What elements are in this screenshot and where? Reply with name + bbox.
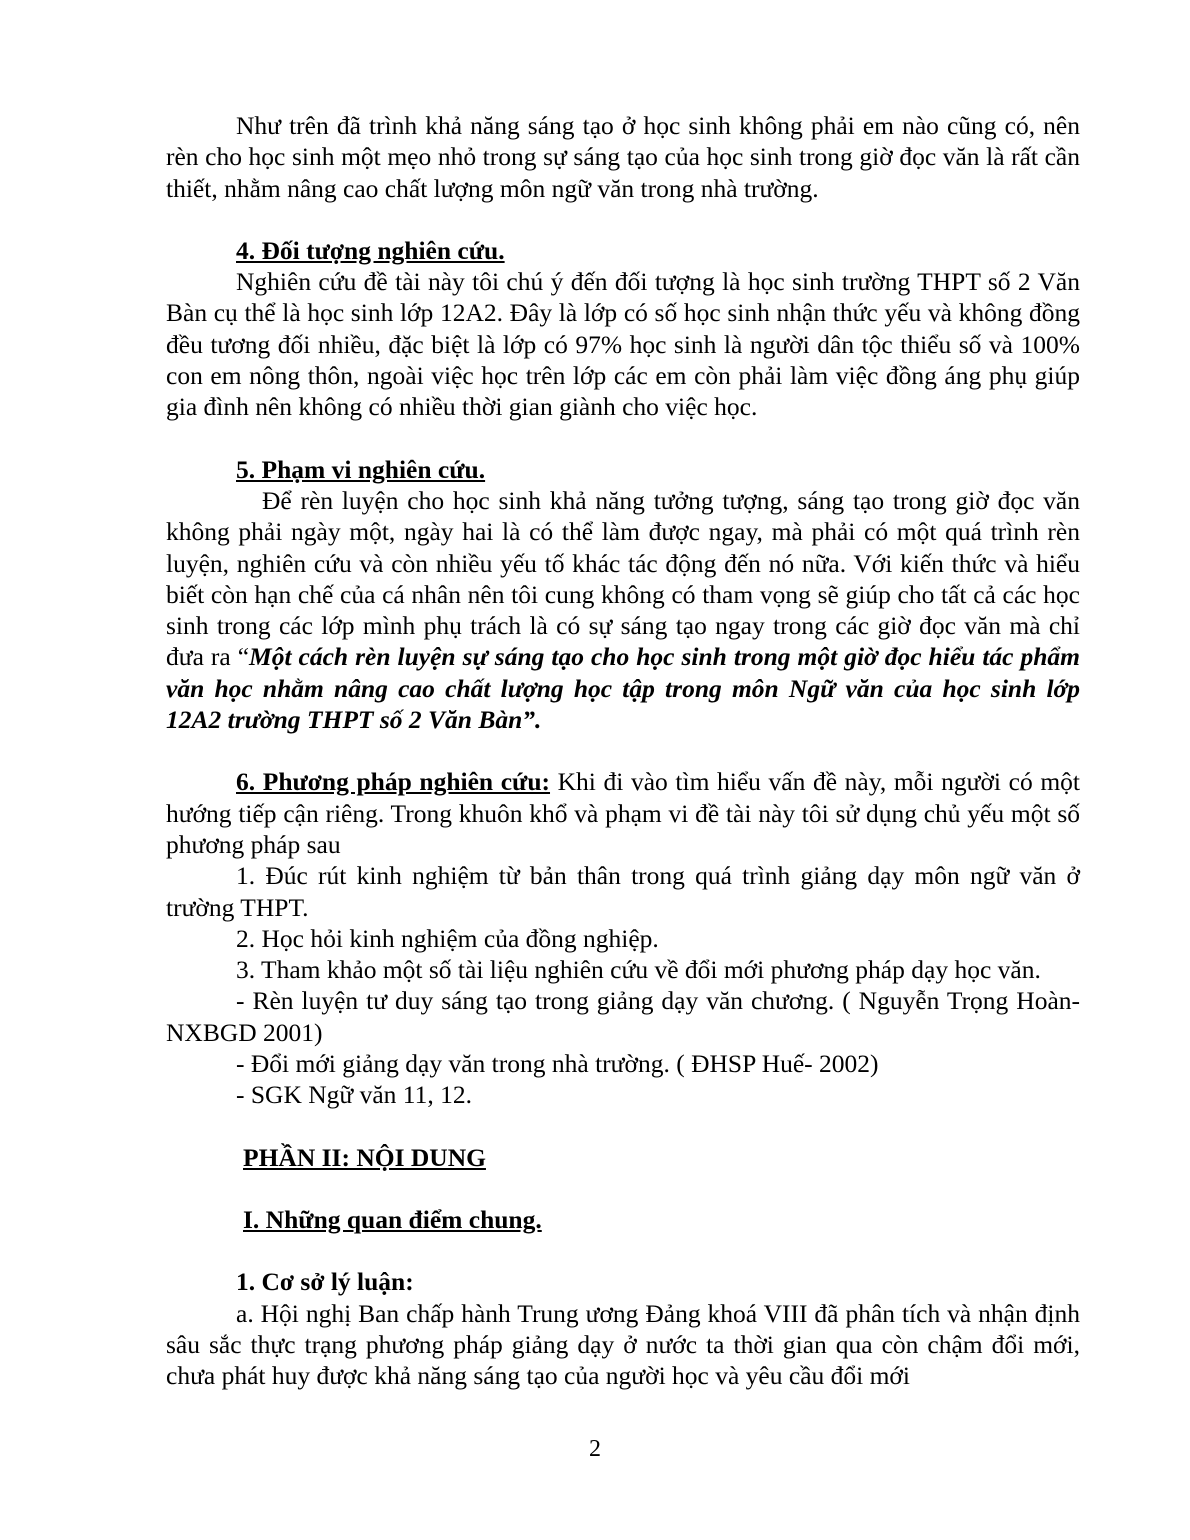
subsection-1-paragraph: a. Hội nghị Ban chấp hành Trung ương Đảng khoá VIII đã phân tích và nhận định sâu sắc thực trạng phương pháp giảng dạy ở nước ta thời gian qua còn chậm đổi mới, chưa phát huy được khả năng sáng tạo của người học và yêu cầu đổi mới: [166, 1298, 1080, 1391]
section-5-paragraph-text: Để rèn luyện cho học sinh khả năng tưởng tượng, sáng tạo trong giờ đọc văn không phải ngày một, ngày hai là có thể làm được ngay, mà phải có một quá trình rèn luyện, nghiên cứu và còn nhiều yếu tố khác tác động đến nó nữa. Với kiến thức và hiểu biết còn hạn chế của cá nhân nên tôi cung không có tham vọng sẽ giúp cho tất cả các học sinh trong các lớp mình phụ trách là có sự sáng tạo ngay trong các giờ đọc văn mà chỉ đưa ra “: [166, 485, 1080, 672]
part-2-heading: PHẦN II: NỘI DUNG: [243, 1142, 486, 1172]
page-number: 2: [589, 1436, 601, 1462]
section-4-paragraph: Nghiên cứu đề tài này tôi chú ý đến đối tượng là học sinh trường THPT số 2 Văn Bàn cụ thể là học sinh lớp 12A2. Đây là lớp có số học sinh nhận thức yếu và không đồng đều tương đối nhiều, đặc biệt là lớp có 97% học sinh là người dân tộc thiểu số và 100% con em nông thôn, ngoài việc học trên lớp các em còn phải làm việc đồng áng phụ giúp gia đình nên không có nhiều thời gian giành cho việc học.: [166, 267, 1080, 422]
section-i-heading: I. Những quan điểm chung.: [243, 1204, 542, 1234]
section-5-heading: [166, 454, 1080, 485]
reference-item: - SGK Ngữ văn 11, 12.: [236, 1080, 472, 1110]
intro-paragraph: Như trên đã trình khả năng sáng tạo ở học sinh không phải em nào cũng có, nên rèn cho học sinh một mẹo nhỏ trong sự sáng tạo của học sinh trong giờ đọc văn là rất cần thiết, nhằm nâng cao chất lượng môn ngữ văn trong nhà trường.: [166, 111, 1080, 203]
spacer: [166, 735, 1080, 766]
spacer: [166, 204, 1080, 235]
section-6-paragraph-text: Khi đi vào tìm hiểu vấn đề này, mỗi người có một hướng tiếp cận riêng. Trong khuôn khổ và phạm vi đề tài này tôi sử dụng chủ yếu một số phương pháp sau: [166, 767, 1080, 859]
section-4-heading: [166, 235, 1080, 266]
reference-item: - Đổi mới giảng dạy văn trong nhà trường. ( ĐHSP Huế- 2002): [236, 1049, 879, 1079]
subsection-1-heading: 1. Cơ sở lý luận:: [236, 1267, 414, 1297]
spacer: [166, 1111, 1080, 1142]
reference-item: - Rèn luyện tư duy sáng tạo trong giảng dạy văn chương. ( Nguyễn Trọng Hoàn- NXBGD 2001): [166, 986, 1080, 1047]
spacer: [166, 1173, 1080, 1204]
section-6-heading: 6. Phương pháp nghiên cứu:: [236, 767, 551, 797]
section-4-heading-text: 4. Đối tượng nghiên cứu.: [236, 235, 505, 265]
section-6-paragraph: [166, 766, 1080, 860]
document-page: [166, 110, 1080, 1391]
method-item: 2. Học hỏi kinh nghiệm của đồng nghiệp.: [236, 923, 659, 953]
method-item: 3. Tham khảo một số tài liệu nghiên cứu về đổi mới phương pháp dạy học văn.: [236, 955, 1041, 985]
section-5-paragraph-emphasis: Một cách rèn luyện sự sáng tạo cho học sinh trong một giờ đọc hiểu tác phẩm văn học nhằm nâng cao chất lượng học tập trong môn Ngữ văn của học sinh lớp 12A2 trường THPT số 2 Văn Bàn”.: [166, 642, 1080, 735]
method-item: 1. Đúc rút kinh nghiệm từ bản thân trong quá trình giảng dạy môn ngữ văn ở trường THPT.: [166, 861, 1080, 922]
section-5-heading-text: 5. Phạm vi nghiên cứu.: [236, 454, 486, 484]
section-5-paragraph: [166, 485, 1080, 735]
spacer: [166, 1235, 1080, 1266]
spacer: [166, 423, 1080, 454]
